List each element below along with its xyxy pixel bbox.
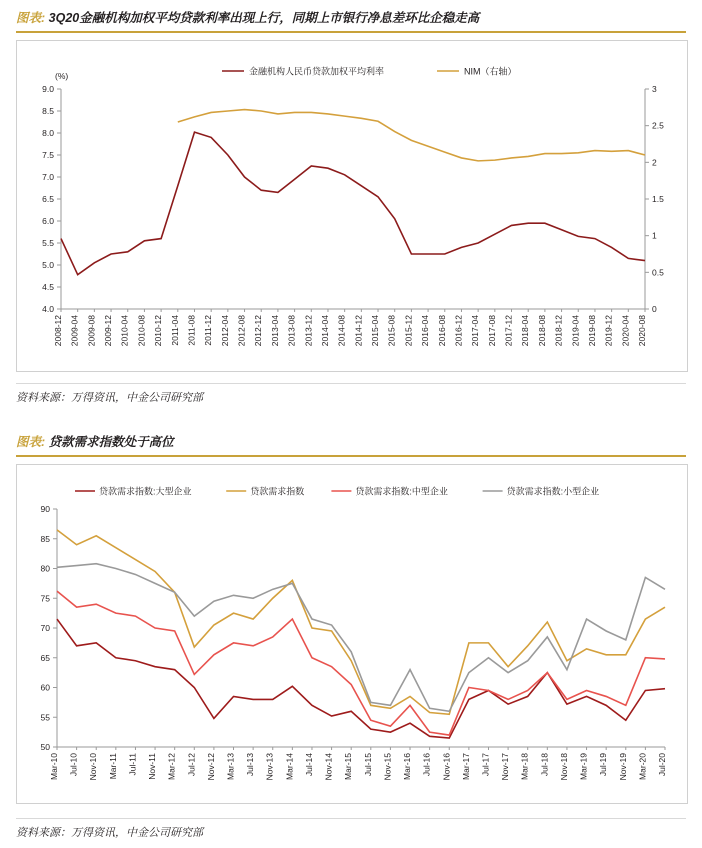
svg-text:1.5: 1.5	[652, 194, 664, 204]
section-2-source-divider	[16, 818, 686, 819]
section-2-divider	[16, 455, 686, 457]
section-1-source-block	[16, 383, 686, 405]
svg-text:NIM（右轴）: NIM（右轴）	[464, 66, 517, 77]
svg-text:Mar-19: Mar-19	[578, 753, 589, 780]
svg-text:60: 60	[40, 682, 50, 693]
section-1-divider	[16, 31, 686, 33]
svg-text:Mar-17: Mar-17	[460, 753, 471, 780]
section-2-header	[16, 432, 686, 457]
svg-text:Nov-19: Nov-19	[617, 753, 628, 781]
svg-text:8.0: 8.0	[42, 128, 54, 138]
svg-text:贷款需求指数:中型企业: 贷款需求指数:中型企业	[355, 486, 448, 497]
svg-text:4.5: 4.5	[42, 282, 54, 292]
svg-text:Nov-16: Nov-16	[441, 753, 452, 781]
svg-text:2008-12: 2008-12	[53, 315, 63, 347]
svg-text:6.0: 6.0	[42, 216, 54, 226]
chart-2	[16, 464, 688, 804]
svg-text:3: 3	[652, 84, 657, 94]
svg-text:1: 1	[652, 230, 657, 241]
svg-text:2017-08: 2017-08	[486, 315, 497, 347]
svg-text:2015-12: 2015-12	[403, 315, 414, 347]
svg-text:2020-08: 2020-08	[637, 315, 647, 347]
svg-text:2014-04: 2014-04	[319, 315, 330, 347]
svg-text:2015-08: 2015-08	[386, 315, 397, 347]
svg-text:金融机构人民币贷款加权平均利率: 金融机构人民币贷款加权平均利率	[249, 66, 385, 77]
svg-text:70: 70	[40, 623, 50, 633]
svg-text:Jul-11: Jul-11	[127, 753, 138, 776]
svg-text:2009-12: 2009-12	[103, 315, 114, 347]
svg-text:55: 55	[40, 712, 50, 723]
chart-1	[16, 40, 688, 372]
svg-text:50: 50	[40, 742, 50, 752]
svg-text:Jul-17: Jul-17	[480, 753, 491, 777]
svg-text:9.0: 9.0	[42, 84, 54, 94]
svg-text:2018-12: 2018-12	[553, 315, 564, 347]
svg-text:2009-04: 2009-04	[69, 315, 80, 347]
svg-text:2012-12: 2012-12	[253, 315, 264, 347]
section-1-header	[16, 8, 686, 33]
svg-text:Mar-20: Mar-20	[637, 753, 648, 780]
svg-text:4.0: 4.0	[42, 304, 54, 314]
svg-text:Mar-12: Mar-12	[166, 753, 177, 780]
svg-text:2013-08: 2013-08	[286, 315, 297, 347]
svg-text:Jul-14: Jul-14	[303, 753, 314, 777]
svg-text:Mar-14: Mar-14	[284, 753, 295, 780]
svg-text:Jul-10: Jul-10	[68, 753, 79, 777]
svg-text:2017-04: 2017-04	[470, 315, 481, 347]
svg-text:2011-04: 2011-04	[169, 315, 180, 346]
svg-text:5.5: 5.5	[42, 238, 54, 248]
section-2-title	[16, 432, 686, 450]
svg-text:Nov-15: Nov-15	[382, 753, 393, 781]
svg-text:贷款需求指数:小型企业: 贷款需求指数:小型企业	[506, 486, 600, 497]
svg-text:Mar-18: Mar-18	[519, 753, 530, 780]
chart-1-canvas	[17, 41, 685, 369]
svg-text:2: 2	[652, 157, 657, 168]
svg-text:65: 65	[40, 652, 50, 663]
svg-text:2014-12: 2014-12	[353, 315, 364, 347]
svg-text:Jul-20: Jul-20	[657, 753, 667, 777]
svg-text:2019-08: 2019-08	[586, 315, 597, 347]
section-1-title-text: 3Q20金融机构加权平均贷款利率出现上行，同期上市银行净息差环比企稳走高	[48, 11, 480, 25]
svg-text:2015-04: 2015-04	[370, 315, 381, 347]
svg-text:2016-08: 2016-08	[436, 315, 447, 347]
svg-text:Nov-18: Nov-18	[558, 753, 569, 781]
section-2-title-text: 贷款需求指数处于高位	[48, 435, 174, 449]
svg-text:Mar-13: Mar-13	[225, 753, 236, 780]
svg-text:90: 90	[40, 504, 50, 514]
svg-text:2013-12: 2013-12	[303, 315, 314, 347]
svg-text:Jul-18: Jul-18	[539, 753, 550, 777]
svg-text:2009-08: 2009-08	[86, 315, 97, 347]
svg-text:2016-12: 2016-12	[453, 315, 464, 347]
svg-text:2020-04: 2020-04	[620, 315, 631, 347]
svg-text:0.5: 0.5	[652, 267, 664, 278]
svg-text:Jul-16: Jul-16	[421, 753, 432, 777]
svg-text:8.5: 8.5	[42, 106, 54, 116]
svg-text:7.0: 7.0	[42, 172, 54, 182]
svg-text:Mar-11: Mar-11	[107, 753, 118, 780]
chart-2-canvas	[17, 465, 685, 801]
section-1-source-divider	[16, 383, 686, 384]
svg-text:2011-08: 2011-08	[186, 315, 197, 346]
svg-text:Jul-19: Jul-19	[598, 753, 609, 777]
svg-text:Jul-15: Jul-15	[362, 753, 373, 777]
svg-text:75: 75	[40, 593, 50, 604]
svg-text:2.5: 2.5	[652, 120, 664, 131]
svg-text:Mar-15: Mar-15	[343, 753, 354, 780]
svg-text:2018-04: 2018-04	[520, 315, 531, 347]
svg-text:贷款需求指数: 贷款需求指数	[250, 486, 305, 497]
svg-text:Nov-11: Nov-11	[147, 753, 158, 780]
svg-text:Mar-10: Mar-10	[49, 753, 59, 780]
svg-text:贷款需求指数:大型企业: 贷款需求指数:大型企业	[99, 486, 192, 497]
svg-text:0: 0	[652, 304, 657, 314]
svg-text:Nov-14: Nov-14	[323, 753, 334, 781]
svg-text:(%): (%)	[55, 71, 69, 81]
svg-text:Jul-12: Jul-12	[186, 753, 197, 777]
svg-text:2014-08: 2014-08	[336, 315, 347, 347]
svg-text:2016-04: 2016-04	[420, 315, 431, 347]
svg-text:Jul-13: Jul-13	[245, 753, 256, 777]
svg-text:2010-04: 2010-04	[119, 315, 130, 347]
svg-text:5.0: 5.0	[42, 260, 54, 270]
svg-text:80: 80	[40, 563, 50, 574]
svg-text:6.5: 6.5	[42, 194, 54, 204]
section-2-label: 图表:	[16, 435, 46, 449]
svg-text:2017-12: 2017-12	[503, 315, 514, 347]
svg-text:2010-12: 2010-12	[153, 315, 164, 347]
section-2-source: 资料来源：万得资讯，中金公司研究部	[16, 827, 203, 839]
svg-text:2010-08: 2010-08	[136, 315, 147, 347]
svg-text:2019-04: 2019-04	[570, 315, 581, 347]
svg-text:7.5: 7.5	[42, 150, 54, 160]
svg-text:Mar-16: Mar-16	[402, 753, 413, 780]
svg-text:2012-08: 2012-08	[236, 315, 247, 347]
svg-text:2013-04: 2013-04	[269, 315, 280, 347]
svg-text:2018-08: 2018-08	[536, 315, 547, 347]
svg-text:Nov-13: Nov-13	[264, 753, 275, 781]
section-2-source-block	[16, 818, 686, 840]
section-1-title	[16, 8, 686, 26]
section-1-label: 图表:	[16, 11, 46, 25]
svg-text:2011-12: 2011-12	[203, 315, 214, 346]
svg-text:85: 85	[40, 533, 50, 544]
section-1-source: 资料来源：万得资讯，中金公司研究部	[16, 392, 203, 404]
svg-text:Nov-10: Nov-10	[88, 753, 99, 781]
svg-text:Nov-12: Nov-12	[205, 753, 216, 781]
svg-text:Nov-17: Nov-17	[500, 753, 511, 781]
svg-text:2012-04: 2012-04	[219, 315, 230, 347]
svg-text:2019-12: 2019-12	[603, 315, 614, 347]
